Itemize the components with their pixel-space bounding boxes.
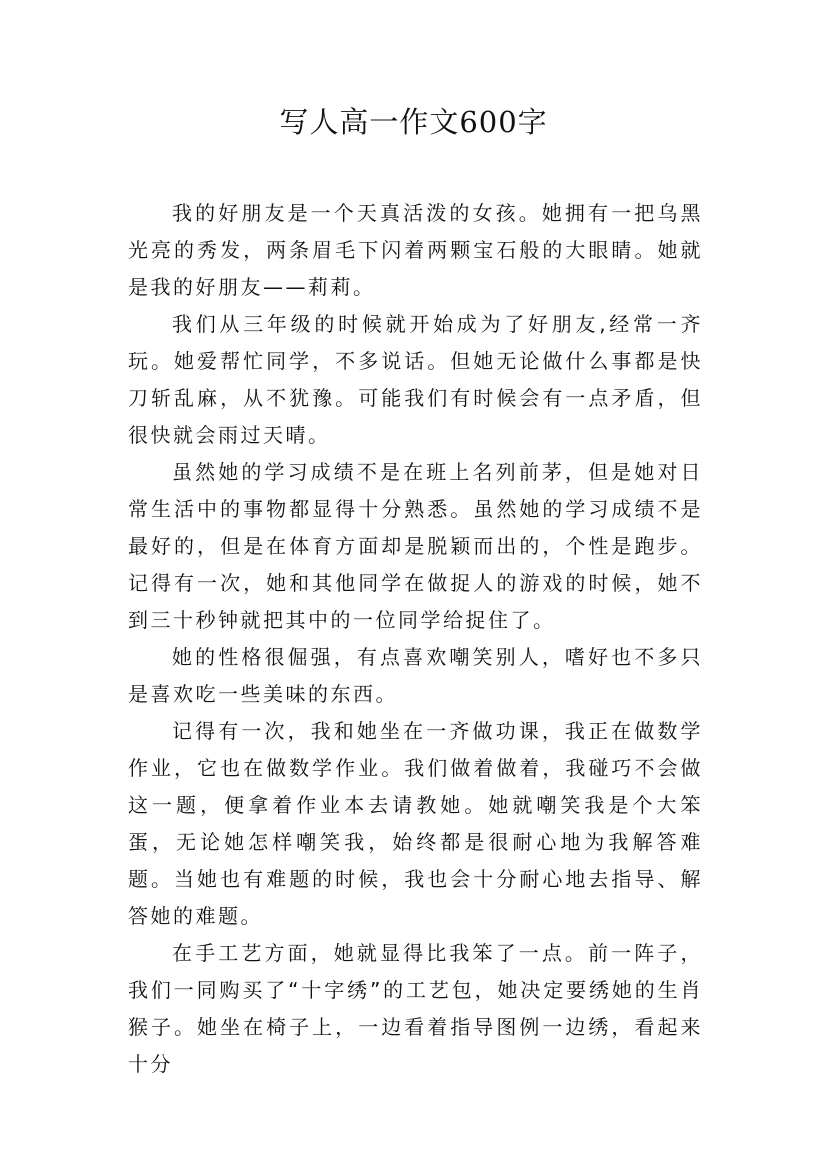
document-body bbox=[128, 195, 703, 1083]
document-title: 写人高一作文600字 bbox=[279, 105, 548, 139]
paragraph: 我们从三年级的时候就开始成为了好朋友,经常一齐玩。她爱帮忙同学，不多说话。但她无论做什么事都是快刀斩乱麻，从不犹豫。可能我们有时候会有一点矛盾，但很快就会雨过天晴。 bbox=[128, 312, 703, 447]
paragraph: 虽然她的学习成绩不是在班上名列前茅，但是她对日常生活中的事物都显得十分熟悉。虽然她的学习成绩不是最好的，但是在体育方面却是脱颖而出的，个性是跑步。记得有一次，她和其他同学在做捉人的游戏的时候，她不到三十秒钟就把其中的一位同学给捉住了。 bbox=[128, 460, 703, 632]
paragraph: 她的性格很倔强，有点喜欢嘲笑别人，嗜好也不多只是喜欢吃一些美味的东西。 bbox=[128, 645, 703, 706]
paragraph: 我的好朋友是一个天真活泼的女孩。她拥有一把乌黑光亮的秀发，两条眉毛下闪着两颗宝石般的大眼睛。她就是我的好朋友——莉莉。 bbox=[128, 201, 703, 299]
paragraph: 记得有一次，我和她坐在一齐做功课，我正在做数学作业，它也在做数学作业。我们做着做着，我碰巧不会做这一题，便拿着作业本去请教她。她就嘲笑我是个大笨蛋，无论她怎样嘲笑我，始终都是很耐心地为我解答难题。当她也有难题的时候，我也会十分耐心地去指导、解答她的难题。 bbox=[128, 719, 703, 928]
paragraph: 在手工艺方面，她就显得比我笨了一点。前一阵子，我们一同购买了“十字绣”的工艺包，她决定要绣她的生肖猴子。她坐在椅子上，一边看着指导图例一边绣，看起来十分 bbox=[128, 941, 703, 1076]
